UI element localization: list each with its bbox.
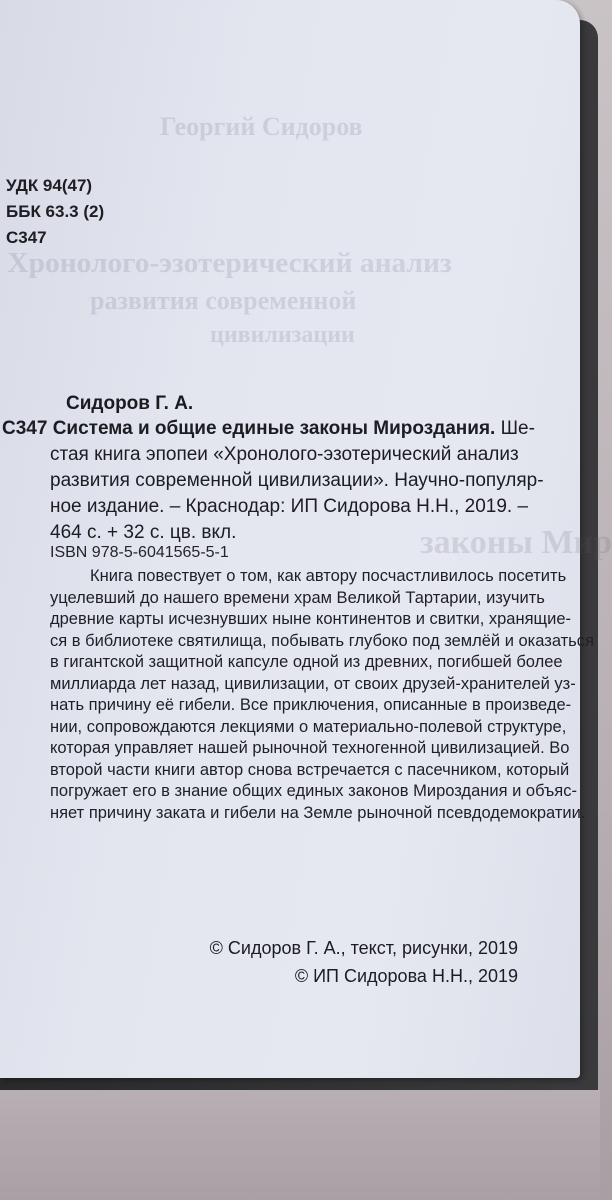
isbn: ISBN 978-5-6041565-5-1 (50, 544, 229, 561)
entry-first-line (0, 416, 545, 442)
copyright-publisher: © ИП Сидорова Н.Н., 2019 (294, 966, 518, 986)
table-surface (0, 1090, 600, 1200)
annotation (50, 566, 594, 824)
annotation-line: которая управляет нашей рыночной техногенной цивилизацией. Во (50, 739, 570, 757)
entry-line: стая книга эпопеи «Хронолого-эзотерический анализ (50, 444, 519, 465)
author-sign: С347 (6, 228, 47, 247)
show-through-text: Георгий Сидоров (160, 112, 363, 141)
entry-line: 464 с. + 32 с. цв. вкл. (50, 522, 237, 543)
author-heading: Сидоров Г. А. (66, 393, 194, 414)
copyright-author: © Сидоров Г. А., текст, рисунки, 2019 (209, 938, 518, 958)
entry-code: С347 (2, 418, 48, 439)
annotation-line: миллиарда лет назад, цивилизации, от своих друзей-хранителей уз- (50, 674, 576, 693)
show-through-text: развития современной (90, 286, 357, 315)
annotation-line: няет причину заката и гибели на Земле рыночной псевдодемократии. (50, 803, 586, 822)
udk-code: УДК 94(47) (6, 176, 93, 195)
bbk-code: ББК 63.3 (2) (6, 202, 105, 221)
show-through-text: цивилизации (210, 322, 355, 348)
annotation-line: уцелевший до нашего времени храм Великой Тартарии, изучить (50, 588, 545, 607)
book-title: Система и общие единые законы Мироздания. (52, 418, 496, 439)
bibliographic-entry (0, 416, 545, 546)
entry-line: ное издание. – Краснодар: ИП Сидорова Н.Н., 2019. – (50, 496, 529, 517)
entry-line: развития современной цивилизации». Научно-популяр- (50, 470, 544, 491)
entry-line: Ше- (495, 418, 535, 439)
annotation-line: в гигантской защитной капсуле одной из древних, погибшей более (50, 653, 563, 671)
show-through-text: законы Мир (420, 524, 612, 561)
annotation-line: нии, сопровождаются лекциями о материально-полевой структуре, (50, 717, 567, 736)
annotation-line: древние карты исчезнувших ныне континентов и свитки, хранящие- (50, 610, 571, 628)
annotation-line: ся в библиотеке святилища, побывать глубоко под землёй и оказаться (50, 631, 594, 650)
annotation-line: нать причину её гибели. Все приключения, описанные в произведе- (50, 696, 572, 714)
annotation-line: погружает его в знание общих единых законов Мироздания и объяс- (50, 782, 577, 800)
show-through-text: Хронолого-эзотерический анализ (7, 248, 452, 279)
annotation-line: Книга повествует о том, как автору посчастливилось посетить (90, 567, 567, 585)
annotation-line: второй части книги автор снова встречается с пасечником, который (50, 760, 570, 779)
